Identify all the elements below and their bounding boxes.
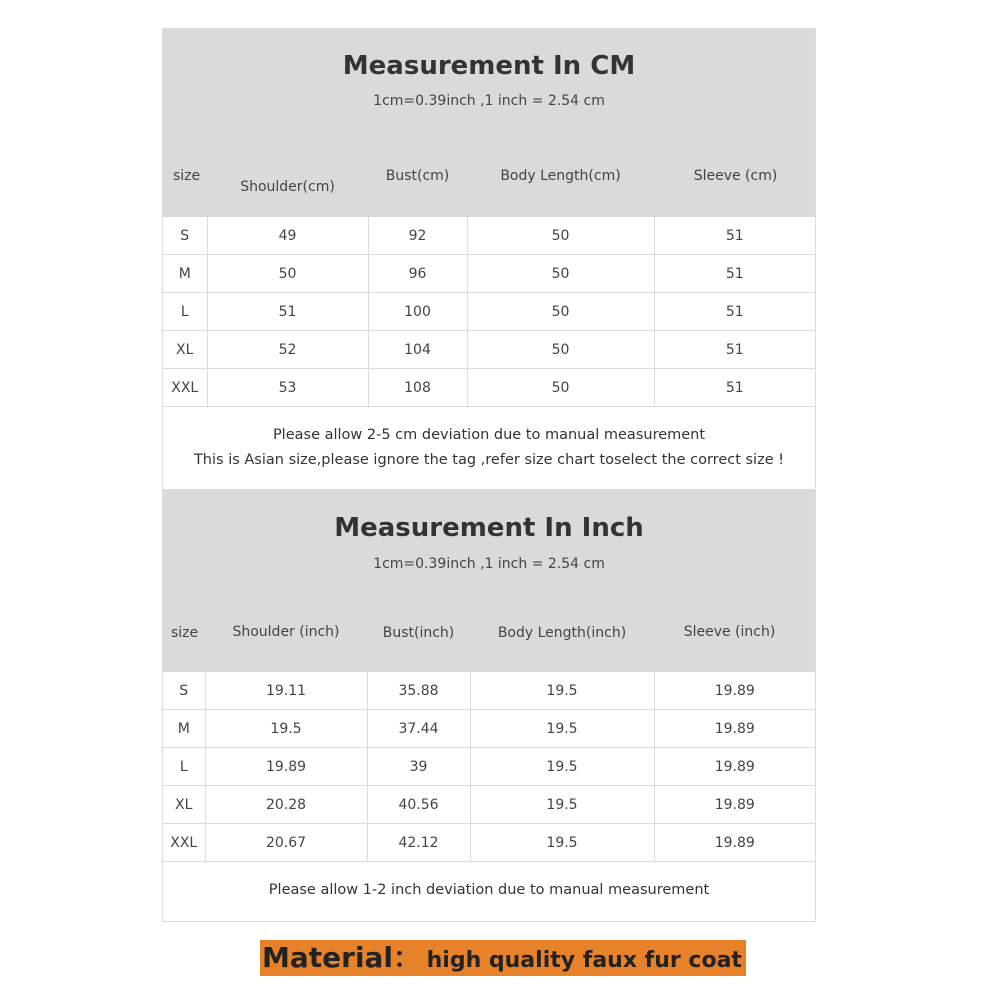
bust-cell: 40.56: [367, 786, 470, 824]
material-label: Material：: [262, 941, 422, 974]
cm-title: Measurement In CM: [342, 51, 636, 81]
size-cell: XL: [163, 331, 207, 369]
table-row: [163, 710, 815, 748]
body-length-cell: 50: [467, 331, 654, 369]
bust-cell: 100: [368, 293, 467, 331]
table-row: [163, 293, 815, 331]
bust-cell: 37.44: [367, 710, 470, 748]
cm-size-chart: [162, 28, 816, 490]
body-length-cell: 19.5: [470, 786, 654, 824]
body-length-cell: 50: [467, 293, 654, 331]
size-cell: S: [163, 217, 207, 255]
inch-size-chart: [162, 490, 816, 922]
cm-conversion-note: 1cm=0.39inch ,1 inch = 2.54 cm: [373, 93, 605, 109]
cm-header-body-length: Body Length(cm): [500, 168, 621, 184]
sleeve-cell: 51: [654, 369, 815, 407]
inch-header-shoulder: Shoulder (inch): [232, 624, 340, 640]
table-row: [163, 369, 815, 407]
shoulder-cell: 19.11: [205, 672, 367, 710]
size-cell: L: [163, 748, 205, 786]
bust-cell: 108: [368, 369, 467, 407]
shoulder-cell: 52: [207, 331, 368, 369]
sleeve-cell: 19.89: [654, 786, 815, 824]
table-row: [163, 331, 815, 369]
sleeve-cell: 51: [654, 331, 815, 369]
inch-header-sleeve: Sleeve (inch): [683, 624, 776, 640]
cm-header-shoulder: Shoulder(cm): [240, 179, 335, 195]
cm-size-table: [163, 217, 815, 407]
sleeve-cell: 19.89: [654, 748, 815, 786]
inch-deviation-note: Please allow 1-2 inch deviation due to manual measurement: [268, 882, 710, 898]
inch-table-header: [163, 491, 815, 672]
inch-title: Measurement In Inch: [334, 513, 644, 543]
sleeve-cell: 19.89: [654, 824, 815, 862]
cm-deviation-note: Please allow 2-5 cm deviation due to manual measurement: [272, 427, 706, 443]
body-length-cell: 19.5: [470, 672, 654, 710]
shoulder-cell: 49: [207, 217, 368, 255]
bust-cell: 42.12: [367, 824, 470, 862]
sleeve-cell: 51: [654, 255, 815, 293]
bust-cell: 104: [368, 331, 467, 369]
size-cell: M: [163, 255, 207, 293]
shoulder-cell: 51: [207, 293, 368, 331]
table-row: [163, 824, 815, 862]
size-cell: L: [163, 293, 207, 331]
shoulder-cell: 19.5: [205, 710, 367, 748]
asian-size-note: This is Asian size,please ignore the tag ,refer size chart toselect the correct size !: [193, 452, 785, 468]
bust-cell: 35.88: [367, 672, 470, 710]
bust-cell: 39: [367, 748, 470, 786]
inch-conversion-note: 1cm=0.39inch ,1 inch = 2.54 cm: [373, 556, 605, 572]
table-row: [163, 672, 815, 710]
body-length-cell: 19.5: [470, 824, 654, 862]
cm-table-header: [163, 29, 815, 217]
bust-cell: 92: [368, 217, 467, 255]
shoulder-cell: 19.89: [205, 748, 367, 786]
body-length-cell: 50: [467, 217, 654, 255]
material-banner: [260, 940, 746, 976]
body-length-cell: 19.5: [470, 710, 654, 748]
shoulder-cell: 50: [207, 255, 368, 293]
size-cell: S: [163, 672, 205, 710]
inch-header-body-length: Body Length(inch): [497, 625, 627, 641]
bust-cell: 96: [368, 255, 467, 293]
sleeve-cell: 51: [654, 293, 815, 331]
size-cell: XXL: [163, 824, 205, 862]
size-cell: XL: [163, 786, 205, 824]
size-cell: XXL: [163, 369, 207, 407]
shoulder-cell: 53: [207, 369, 368, 407]
table-row: [163, 255, 815, 293]
table-row: [163, 217, 815, 255]
inch-header-bust: Bust(inch): [382, 625, 455, 641]
body-length-cell: 50: [467, 255, 654, 293]
body-length-cell: 19.5: [470, 748, 654, 786]
sleeve-cell: 51: [654, 217, 815, 255]
cm-header-sleeve: Sleeve (cm): [693, 168, 778, 184]
sleeve-cell: 19.89: [654, 710, 815, 748]
table-row: [163, 786, 815, 824]
cm-header-size: size: [173, 168, 201, 184]
size-cell: M: [163, 710, 205, 748]
shoulder-cell: 20.28: [205, 786, 367, 824]
inch-header-size: size: [171, 625, 199, 641]
inch-size-table: [163, 672, 815, 862]
sleeve-cell: 19.89: [654, 672, 815, 710]
body-length-cell: 50: [467, 369, 654, 407]
cm-header-bust: Bust(cm): [385, 168, 450, 184]
shoulder-cell: 20.67: [205, 824, 367, 862]
table-row: [163, 748, 815, 786]
material-value: high quality faux fur coat: [426, 948, 742, 973]
